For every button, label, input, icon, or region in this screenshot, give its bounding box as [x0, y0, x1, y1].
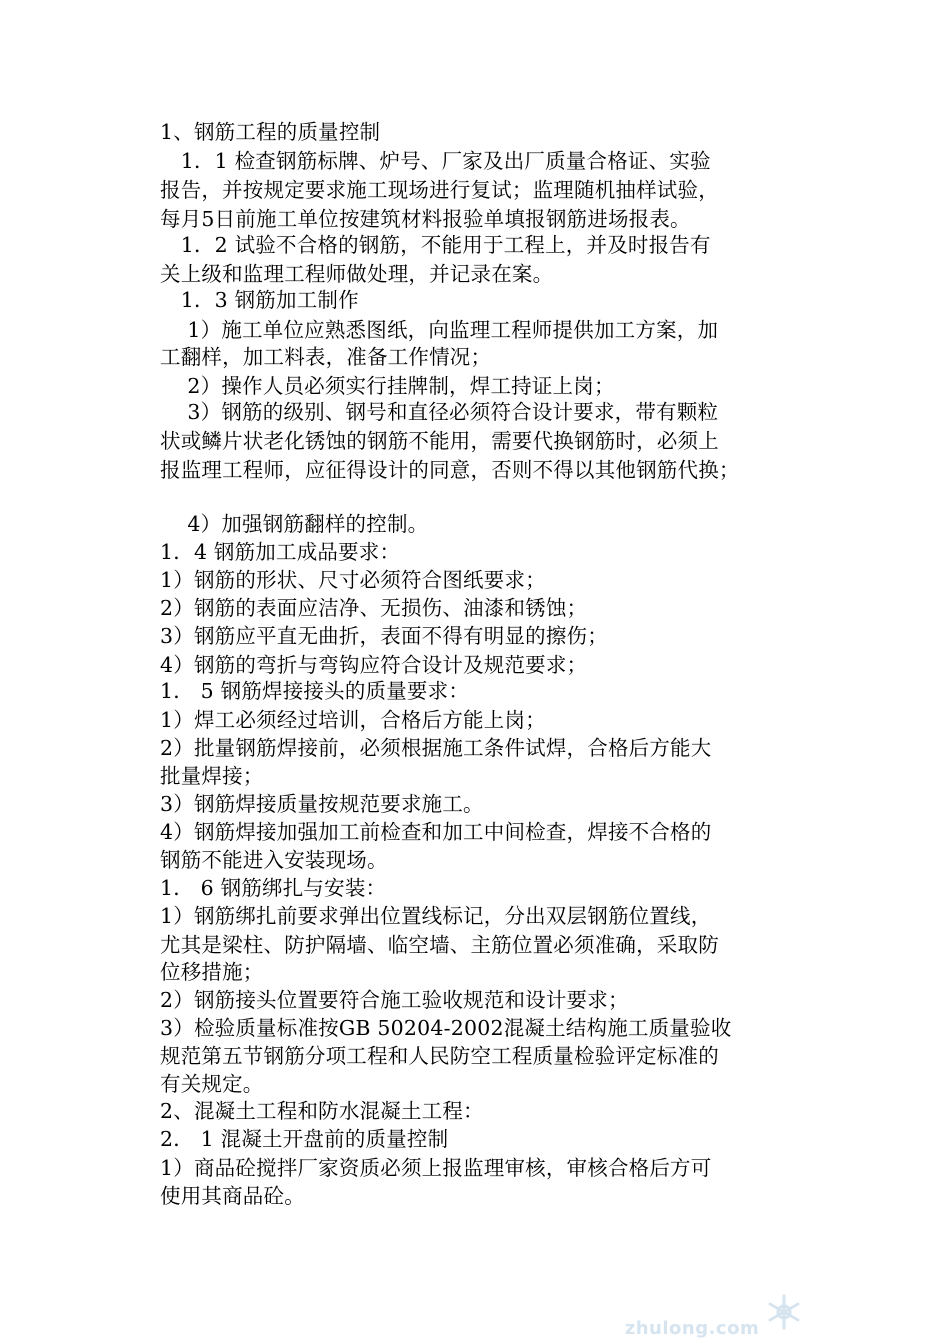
subsection-heading: 1． 5 钢筋焊接接头的质量要求：: [160, 679, 470, 703]
text-line: 2）批量钢筋焊接前，必须根据施工条件试焊，合格后方能大: [160, 736, 712, 760]
text-line: 批量焊接；: [160, 764, 264, 788]
subsection-heading: 1．3 钢筋加工制作: [160, 288, 359, 312]
text-line: 规范第五节钢筋分项工程和人民防空工程质量检验评定标准的: [160, 1044, 719, 1068]
text-line: 1）施工单位应熟悉图纸，向监理工程师提供加工方案，加: [160, 318, 719, 342]
text-line: 4）钢筋焊接加强加工前检查和加工中间检查，焊接不合格的: [160, 820, 712, 844]
watermark: [624, 1292, 942, 1342]
subsection-heading: 1．4 钢筋加工成品要求：: [160, 540, 401, 564]
text-line: 报监理工程师，应征得设计的同意，否则不得以其他钢筋代换；: [160, 458, 740, 482]
text-line: 关上级和监理工程师做处理，并记录在案。: [160, 262, 554, 286]
watermark-text: zhulong.com: [624, 1318, 760, 1339]
text-line: 1．1 检查钢筋标牌、炉号、厂家及出厂质量合格证、实验: [160, 149, 711, 173]
text-line: 3）钢筋的级别、钢号和直径必须符合设计要求，带有颗粒: [160, 400, 719, 424]
text-line: 1）钢筋的形状、尺寸必须符合图纸要求；: [160, 568, 546, 592]
text-line: 3）钢筋焊接质量按规范要求施工。: [160, 792, 484, 816]
text-line: 3）钢筋应平直无曲折，表面不得有明显的擦伤；: [160, 624, 608, 648]
text-line: 4）加强钢筋翻样的控制。: [160, 512, 429, 536]
text-line: 1．2 试验不合格的钢筋，不能用于工程上，并及时报告有: [160, 233, 711, 257]
text-line: 位移措施；: [160, 960, 264, 984]
section-heading: 2、混凝土工程和防水混凝土工程：: [160, 1099, 484, 1123]
text-line: 工翻样，加工料表，准备工作情况；: [160, 345, 492, 369]
text-line: 1）商品砼搅拌厂家资质必须上报监理审核，审核合格后方可: [160, 1156, 712, 1180]
text-line: 状或鳞片状老化锈蚀的钢筋不能用，需要代换钢筋时，必须上: [160, 429, 719, 453]
text-line: 4）钢筋的弯折与弯钩应符合设计及规范要求；: [160, 653, 588, 677]
text-line: 每月5日前施工单位按建筑材料报验单填报钢筋进场报表。: [160, 207, 691, 231]
text-line: 使用其商品砼。: [160, 1184, 305, 1208]
text-line: 尤其是梁柱、防护隔墙、临空墙、主筋位置必须准确，采取防: [160, 933, 719, 957]
text-line: 报告，并按规定要求施工现场进行复试；监理随机抽样试验，: [160, 178, 719, 202]
text-line: 3）检验质量标准按GB 50204-2002混凝土结构施工质量验收: [160, 1016, 732, 1040]
text-line: 1）焊工必须经过培训，合格后方能上岗；: [160, 708, 546, 732]
text-line: 2）操作人员必须实行挂牌制，焊工持证上岗；: [160, 374, 615, 398]
text-line: 有关规定。: [160, 1072, 264, 1096]
text-line: 2）钢筋的表面应洁净、无损伤、油漆和锈蚀；: [160, 596, 588, 620]
section-heading: 1、钢筋工程的质量控制: [160, 120, 381, 144]
text-line: 钢筋不能进入安装现场。: [160, 848, 388, 872]
subsection-heading: 2． 1 混凝土开盘前的质量控制: [160, 1127, 449, 1151]
text-line: 2）钢筋接头位置要符合施工验收规范和设计要求；: [160, 988, 629, 1012]
text-line: 1）钢筋绑扎前要求弹出位置线标记，分出双层钢筋位置线，: [160, 904, 712, 928]
subsection-heading: 1． 6 钢筋绑扎与安装：: [160, 876, 387, 900]
